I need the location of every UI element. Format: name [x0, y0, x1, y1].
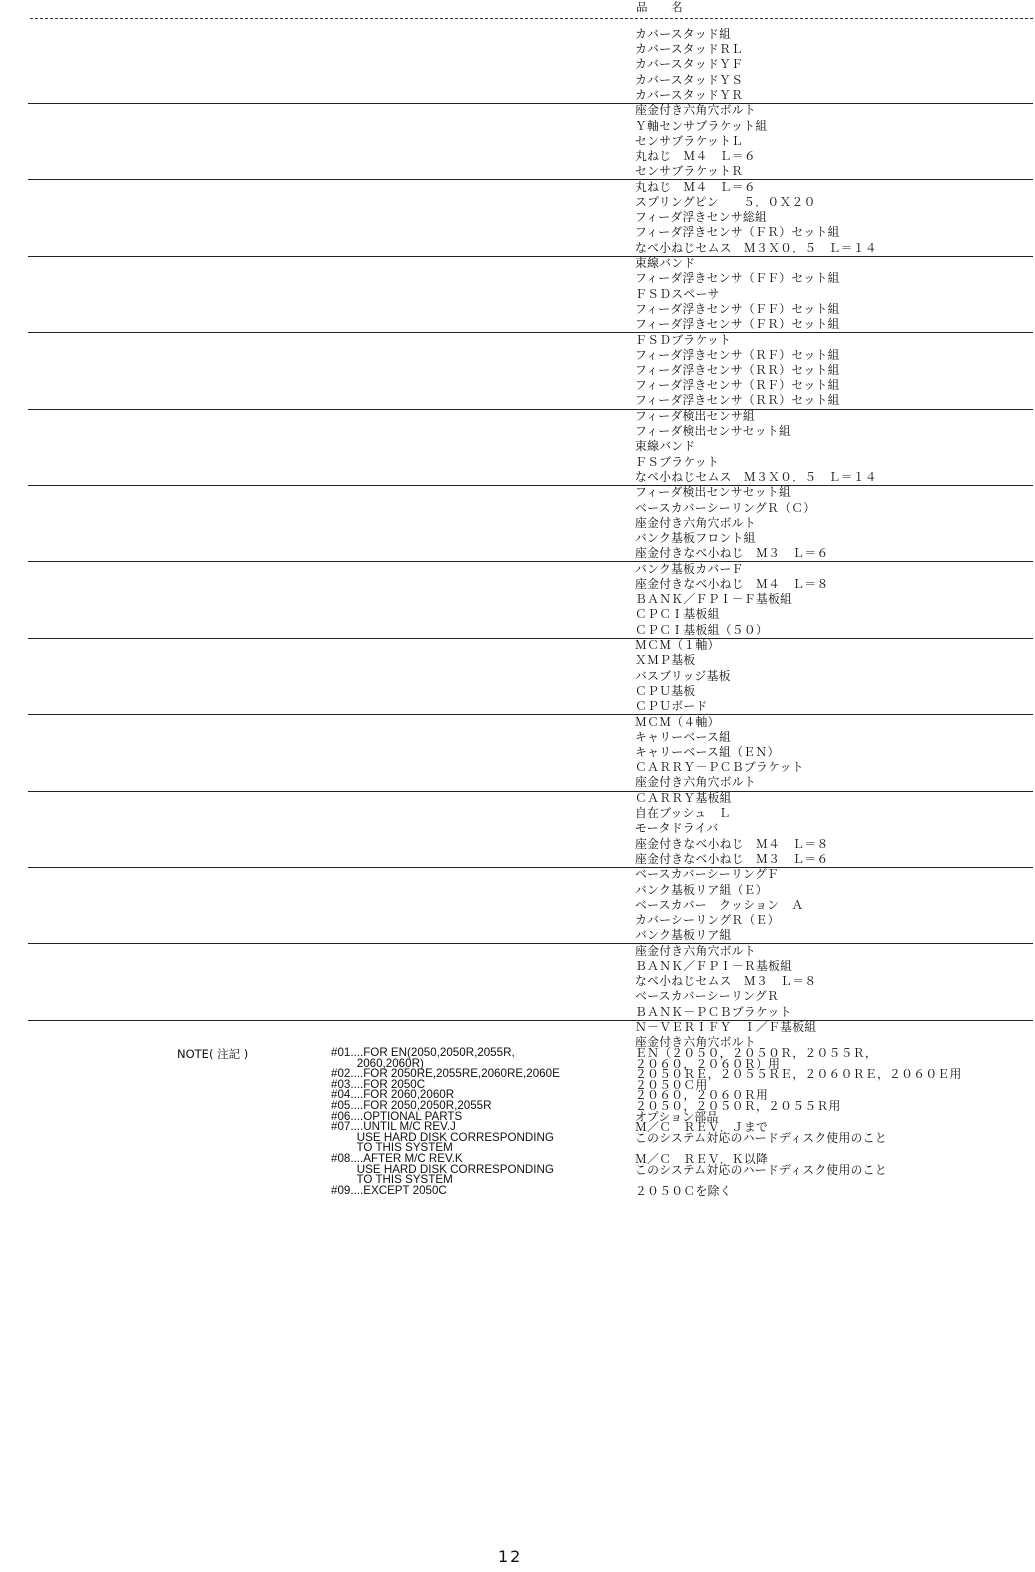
part-name: ＢＡＮＫ／ＦＰＩ－Ｒ基板組 — [635, 958, 793, 973]
part-name: 座金付き六角穴ボルト — [635, 103, 756, 118]
part-name: なべ小ねじセムス Ｍ３ Ｌ＝８ — [635, 974, 817, 989]
part-name: ＣＰＵボード — [635, 698, 708, 713]
part-group — [0, 256, 1035, 332]
part-name: フィーダ浮きセンサ（ＦＲ）セット組 — [635, 225, 840, 240]
part-group — [0, 944, 1035, 1020]
part-name: フィーダ浮きセンサ総組 — [635, 210, 768, 225]
part-name: フィーダ浮きセンサ（ＲＲ）セット組 — [635, 362, 840, 377]
part-name: カバースタッド組 — [635, 27, 732, 41]
part-name: ＢＡＮＫ－ＰＣＢブラケット — [635, 1004, 792, 1019]
column-header-part-name: 品 名 — [636, 0, 693, 14]
part-name: ベースカバーシーリングＲ — [635, 989, 780, 1004]
part-name: ＣＡＲＲＹ－ＰＣＢブラケット — [635, 760, 804, 775]
part-name: フィーダ検出センサ組 — [635, 409, 756, 423]
part-name: 座金付き六角穴ボルト — [635, 515, 756, 530]
part-name: バンク基板リア組（Ｅ） — [635, 882, 768, 897]
note-line-jp: Ｍ／Ｃ ＲＥＶ．Ｊまで — [635, 1120, 769, 1135]
part-name: フィーダ浮きセンサ（ＲＲ）セット組 — [635, 393, 840, 408]
part-name: カバースタッドＲＬ — [635, 42, 744, 57]
note-line-en: 2060,2060R) — [331, 1056, 424, 1070]
part-name: ＦＳＤブラケット — [635, 332, 732, 347]
part-name: なべ小ねじセムス Ｍ３Ｘ０．５ Ｌ＝１４ — [635, 240, 877, 255]
notes-japanese — [635, 1048, 962, 1196]
part-name: カバースタッドＹＦ — [635, 57, 744, 72]
part-name: フィーダ浮きセンサ（ＦＲ）セット組 — [635, 316, 840, 331]
part-name: カバーシーリングＲ（Ｅ） — [635, 912, 780, 927]
part-group — [0, 791, 1035, 867]
part-name: フィーダ浮きセンサ（ＲＦ）セット組 — [635, 378, 840, 393]
note-line-en: USE HARD DISK CORRESPONDING — [331, 1162, 554, 1176]
note-line-jp: Ｍ／Ｃ ＲＥＶ．Ｋ以降 — [635, 1151, 769, 1166]
part-name: Ｙ軸センサブラケット組 — [635, 118, 768, 133]
header-dashed-divider — [30, 18, 1033, 19]
part-name: フィーダ浮きセンサ（ＲＦ）セット組 — [635, 347, 840, 362]
part-name: ＣＡＲＲＹ基板組 — [635, 791, 732, 805]
part-group — [0, 485, 1035, 561]
note-line-en: TO THIS SYSTEM — [331, 1141, 453, 1155]
part-group — [0, 27, 1035, 103]
note-line-en: #02....FOR 2050RE,2055RE,2060RE,2060E — [331, 1067, 560, 1081]
part-name: フィーダ浮きセンサ（ＦＦ）セット組 — [635, 271, 840, 286]
table-header — [0, 0, 1035, 18]
part-name: ＸＭＰ基板 — [635, 653, 696, 668]
part-name: バンク基板カバーＦ — [635, 561, 744, 576]
note-line-jp: このシステム対応のハードディスク使用のこと — [635, 1162, 887, 1177]
part-name: フィーダ検出センサセット組 — [635, 424, 792, 439]
part-group — [0, 562, 1035, 638]
page-number: 12 — [498, 1547, 523, 1566]
note-line-en: #07....UNTIL M/C REV.J — [331, 1120, 456, 1134]
part-name: ＦＳＤスペーサ — [635, 286, 720, 301]
part-name: 座金付きなべ小ねじ Ｍ３ Ｌ＝６ — [635, 546, 829, 561]
part-group — [0, 715, 1035, 791]
part-name: 座金付きなべ小ねじ Ｍ４ Ｌ＝８ — [635, 576, 829, 591]
note-line-jp: ２０５０Ｃ用 — [635, 1077, 708, 1092]
part-name: なべ小ねじセムス Ｍ３Ｘ０．５ Ｌ＝１４ — [635, 469, 877, 484]
note-line-en: TO THIS SYSTEM — [331, 1173, 453, 1187]
part-name: ベースカバーシーリングＦ — [635, 867, 780, 882]
part-name: モータドライバ — [635, 821, 719, 836]
notes-label: NOTE( 注記 ) — [177, 1047, 249, 1061]
part-name: ＦＳブラケット — [635, 454, 720, 469]
note-line-jp: ２０５０Ｃを除く — [635, 1183, 732, 1198]
note-line-jp: ２０５０ＲＥ，２０５５ＲＥ，２０６０ＲＥ，２０６０Ｅ用 — [635, 1067, 962, 1082]
part-group — [0, 638, 1035, 714]
part-name: 丸ねじ Ｍ４ Ｌ＝６ — [635, 148, 756, 163]
part-name: 自在ブッシュ Ｌ — [635, 806, 731, 821]
note-line-jp: ２０６０，２０６０Ｒ）用 — [635, 1056, 781, 1071]
part-name: 座金付き六角穴ボルト — [635, 943, 756, 958]
note-line-en: #08....AFTER M/C REV.K — [331, 1151, 463, 1165]
note-line-jp: オプション部品 — [635, 1109, 719, 1124]
part-name: キャリーベース組 — [635, 729, 732, 744]
part-name: 束線バンド — [635, 256, 696, 271]
part-name: ベースカバー クッション Ａ — [635, 897, 804, 912]
note-line-en: USE HARD DISK CORRESPONDING — [331, 1130, 554, 1144]
part-name: ＭＣＭ（１軸） — [635, 638, 720, 653]
part-name: カバースタッドＹＲ — [635, 87, 744, 102]
part-name: 座金付き六角穴ボルト — [635, 775, 756, 790]
note-line-en: #03....FOR 2050C — [331, 1077, 426, 1091]
part-group — [0, 180, 1035, 256]
part-name: 座金付きなべ小ねじ Ｍ３ Ｌ＝６ — [635, 851, 829, 866]
note-line-jp: ＥＮ（２０５０，２０５０Ｒ，２０５５Ｒ， — [635, 1046, 877, 1060]
part-group — [0, 409, 1035, 485]
part-name: ＣＰＣＩ基板組（５０） — [635, 622, 769, 637]
note-line-jp: このシステム対応のハードディスク使用のこと — [635, 1130, 887, 1145]
note-line-en: #09....EXCEPT 2050C — [331, 1183, 447, 1197]
part-name: スプリングピン ５．０Ｘ２０ — [635, 194, 816, 209]
part-name: カバースタッドＹＳ — [635, 72, 744, 87]
part-name: バンク基板リア組 — [635, 928, 732, 943]
part-name: 座金付きなべ小ねじ Ｍ４ Ｌ＝８ — [635, 836, 829, 851]
part-name: バスブリッジ基板 — [635, 668, 731, 683]
note-line-jp: ２０６０，２０６０Ｒ用 — [635, 1088, 769, 1103]
part-name: ＣＰＣＩ基板組 — [635, 607, 720, 622]
note-line-en: #05....FOR 2050,2050R,2055R — [331, 1098, 492, 1112]
part-name: フィーダ浮きセンサ（ＦＦ）セット組 — [635, 301, 840, 316]
part-name: Ｎ－ＶＥＲＩＦＹ Ｉ／Ｆ基板組 — [635, 1020, 817, 1035]
notes-english — [331, 1048, 560, 1196]
note-line-en: #04....FOR 2060,2060R — [331, 1088, 455, 1102]
part-name: ＢＡＮＫ／ＦＰＩ－Ｆ基板組 — [635, 592, 793, 607]
part-name: センサブラケットＲ — [635, 164, 744, 179]
part-group — [0, 333, 1035, 409]
note-line-jp: ２０５０，２０５０Ｒ，２０５５Ｒ用 — [635, 1098, 841, 1113]
part-name: ベースカバーシーリングＲ（Ｃ） — [635, 500, 816, 515]
part-group — [0, 103, 1035, 179]
part-name: 座金付き六角穴ボルト — [635, 1035, 756, 1050]
part-name: 丸ねじ Ｍ４ Ｌ＝６ — [635, 179, 756, 194]
part-group — [0, 867, 1035, 943]
part-name: キャリーベース組（ＥＮ） — [635, 744, 780, 759]
part-name: フィーダ検出センサセット組 — [635, 485, 792, 500]
part-name: センサブラケットＬ — [635, 133, 744, 148]
part-name: 束線バンド — [635, 439, 696, 454]
note-line-en: #01....FOR EN(2050,2050R,2055R, — [331, 1046, 515, 1059]
note-line-en: #06....OPTIONAL PARTS — [331, 1109, 463, 1123]
part-name: ＭＣＭ（４軸） — [635, 714, 720, 729]
part-name: ＣＰＵ基板 — [635, 683, 696, 698]
part-name: バンク基板フロント組 — [635, 530, 756, 545]
